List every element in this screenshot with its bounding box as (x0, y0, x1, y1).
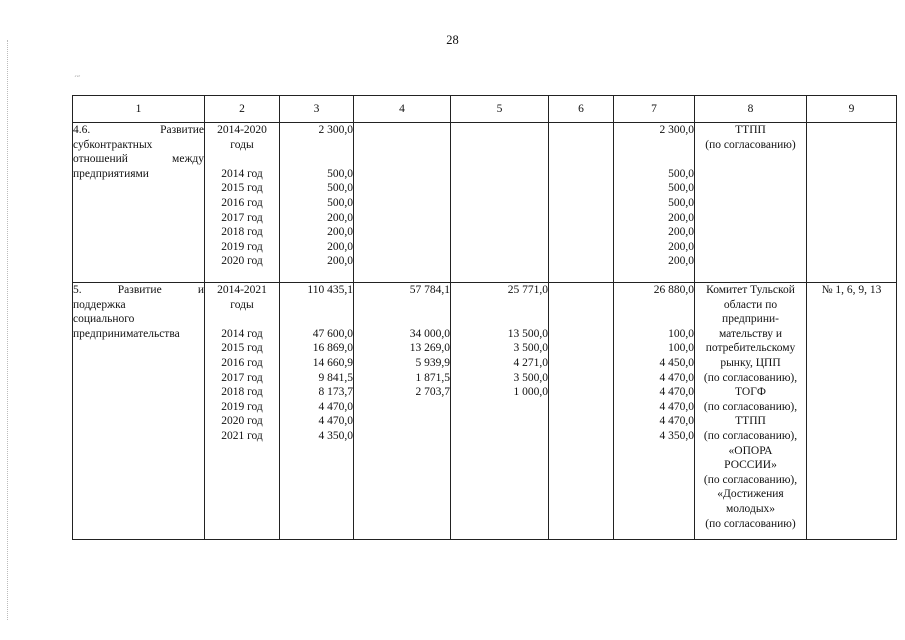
executor-cell (695, 123, 807, 283)
year-value: 3 500,0 (513, 371, 548, 384)
executor-line: ТТПП (735, 415, 766, 428)
measure-name-line: предпринимательства (73, 327, 180, 340)
indicator-cell: № 1, 6, 9, 13 (807, 283, 897, 540)
funding-col7-cell (614, 283, 695, 540)
year-value: 9 841,5 (318, 371, 353, 384)
year-label: 2019 год (221, 400, 263, 413)
executor-line: ТТПП (735, 124, 766, 136)
year-label: 2020 год (221, 255, 263, 268)
executor-line: (по согласованию), (703, 371, 798, 384)
executor-line: РОССИИ» (724, 459, 777, 472)
total-funding-cell (280, 123, 354, 283)
funding-col7-cell (614, 123, 695, 283)
measure-name-line: предприятиями (73, 167, 149, 180)
total-value: 2 300,0 (318, 124, 353, 136)
indicator-cell (807, 123, 897, 283)
year-label: 2018 год (221, 226, 263, 239)
funding-col6-cell (549, 283, 614, 540)
executor-line: (по согласованию), (703, 429, 798, 442)
year-value: 100,0 (668, 327, 694, 340)
year-label: 2016 год (221, 356, 263, 369)
year-value: 500,0 (668, 167, 694, 180)
year-label: 2020 год (221, 415, 263, 428)
executor-line: рынку, ЦПП (720, 356, 781, 369)
funding-col4-cell (354, 283, 451, 540)
table-row (73, 283, 897, 540)
measure-name-line: отношений между (73, 153, 204, 166)
funding-col5-cell (451, 123, 549, 283)
year-label: 2015 год (221, 182, 263, 195)
year-value: 200,0 (668, 211, 694, 224)
year-label: 2016 год (221, 196, 263, 209)
period-range: 2014-2020 (217, 124, 267, 136)
header-cell: 4 (354, 96, 451, 123)
total-value: 57 784,1 (409, 284, 450, 296)
year-value: 500,0 (327, 182, 353, 195)
scan-mark: ´˝ (74, 74, 80, 84)
year-label: 2015 год (221, 342, 263, 355)
year-label: 2018 год (221, 386, 263, 399)
header-cell: 2 (205, 96, 280, 123)
measure-name-line: 5. Развитие и (73, 284, 204, 296)
year-value: 47 600,0 (312, 327, 353, 340)
header-cell: 7 (614, 96, 695, 123)
funding-col5-cell (451, 283, 549, 540)
executor-line: (по согласованию) (705, 517, 796, 530)
year-label: 2021 год (221, 429, 263, 442)
measure-name-line: субконтрактных (73, 138, 153, 151)
executor-line: области по (723, 298, 778, 311)
year-value: 200,0 (668, 255, 694, 268)
period-cell (205, 123, 280, 283)
year-value: 8 173,7 (318, 386, 353, 399)
year-label: 2017 год (221, 211, 263, 224)
year-label: 2017 год (221, 371, 263, 384)
header-cell: 5 (451, 96, 549, 123)
page-number: 28 (446, 33, 459, 47)
year-value: 3 500,0 (513, 342, 548, 355)
executor-line: Комитет Тульской (706, 284, 795, 296)
year-value: 34 000,0 (409, 327, 450, 340)
executor-line: молодых» (725, 502, 776, 515)
year-value: 13 269,0 (409, 342, 450, 355)
executor-line: предприни- (722, 313, 779, 326)
year-value: 500,0 (327, 167, 353, 180)
executor-cell (695, 283, 807, 540)
total-value: 26 880,0 (653, 284, 694, 296)
year-value: 500,0 (327, 196, 353, 209)
year-value: 4 450,0 (659, 356, 694, 369)
total-funding-cell (280, 283, 354, 540)
total-value: 2 300,0 (659, 124, 694, 136)
year-value: 4 470,0 (659, 415, 694, 428)
period-range: 2014-2021 (217, 284, 267, 296)
executor-line: (по согласованию), (703, 400, 798, 413)
year-value: 4 470,0 (318, 400, 353, 413)
year-value: 2 703,7 (415, 386, 450, 399)
measure-name-cell (73, 283, 205, 540)
period-unit: годы (230, 138, 254, 151)
header-cell: 1 (73, 96, 205, 123)
year-value: 200,0 (327, 255, 353, 268)
period-unit: годы (230, 298, 254, 311)
year-value: 1 871,5 (415, 371, 450, 384)
year-label: 2014 год (221, 327, 263, 340)
year-value: 200,0 (327, 211, 353, 224)
header-cell: 6 (549, 96, 614, 123)
year-value: 200,0 (327, 240, 353, 253)
total-value: 110 435,1 (307, 284, 353, 296)
year-value: 4 350,0 (318, 429, 353, 442)
year-value: 5 939,9 (415, 356, 450, 369)
year-label: 2019 год (221, 240, 263, 253)
year-value: 200,0 (327, 226, 353, 239)
year-value: 4 470,0 (318, 415, 353, 428)
header-cell: 9 (807, 96, 897, 123)
header-row (73, 96, 897, 123)
header-cell: 8 (695, 96, 807, 123)
year-value: 14 660,9 (312, 356, 353, 369)
year-label: 2014 год (221, 167, 263, 180)
year-value: 200,0 (668, 240, 694, 253)
total-value: 25 771,0 (507, 284, 548, 296)
measure-name-line: поддержка (73, 298, 126, 311)
executor-line: мательству и (718, 327, 783, 340)
year-value: 4 271,0 (513, 356, 548, 369)
measure-name-line: социального (73, 313, 135, 326)
executor-line: «ОПОРА (728, 444, 773, 457)
year-value: 4 470,0 (659, 400, 694, 413)
year-value: 13 500,0 (507, 327, 548, 340)
year-value: 100,0 (668, 342, 694, 355)
year-value: 16 869,0 (312, 342, 353, 355)
executor-line: (по согласованию), (703, 473, 798, 486)
funding-col6-cell (549, 123, 614, 283)
executor-line: (по согласованию) (705, 138, 796, 151)
measure-name-line: 4.6. Развитие (73, 124, 204, 136)
year-value: 4 470,0 (659, 386, 694, 399)
funding-col4-cell (354, 123, 451, 283)
period-cell (205, 283, 280, 540)
measure-name-cell (73, 123, 205, 283)
year-value: 500,0 (668, 196, 694, 209)
executor-line: ТОГФ (735, 386, 766, 399)
executor-line: «Достижения (717, 488, 784, 501)
year-value: 4 350,0 (659, 429, 694, 442)
table-row (73, 123, 897, 283)
year-value: 4 470,0 (659, 371, 694, 384)
executor-line: потребительскому (705, 342, 796, 355)
year-value: 200,0 (668, 226, 694, 239)
program-table (72, 95, 897, 540)
scan-edge-artifact (7, 40, 10, 620)
year-value: 500,0 (668, 182, 694, 195)
header-cell: 3 (280, 96, 354, 123)
year-value: 1 000,0 (513, 386, 548, 399)
